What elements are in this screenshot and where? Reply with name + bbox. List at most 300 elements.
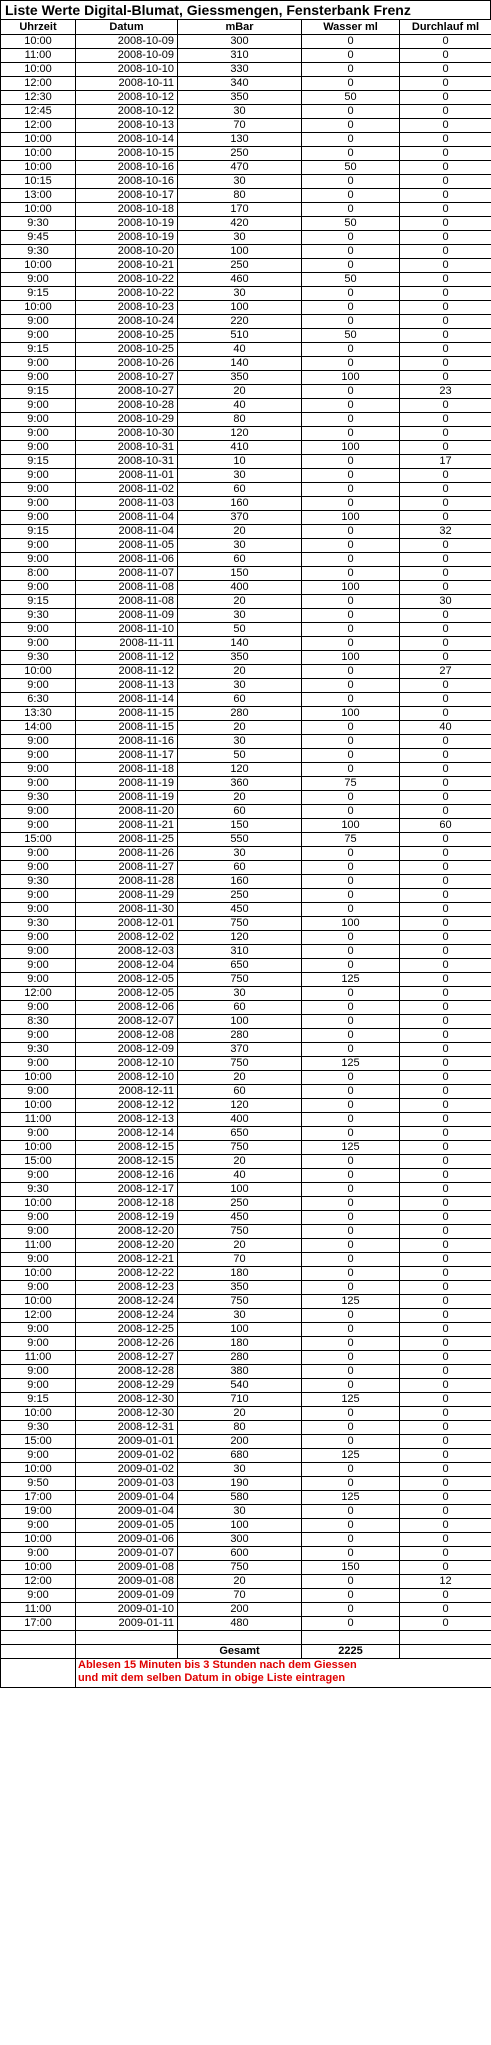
cell-datum: 2008-11-15 xyxy=(76,707,178,721)
cell-uhrzeit: 9:00 xyxy=(1,903,76,917)
cell-mbar: 10 xyxy=(178,455,302,469)
cell-datum: 2008-12-03 xyxy=(76,945,178,959)
cell-uhrzeit: 9:00 xyxy=(1,413,76,427)
cell-durchlauf: 0 xyxy=(400,1309,491,1323)
cell-uhrzeit: 12:00 xyxy=(1,1309,76,1323)
table-row xyxy=(1,497,491,511)
table-row xyxy=(1,525,491,539)
table-row xyxy=(1,1323,491,1337)
cell-durchlauf: 0 xyxy=(400,1043,491,1057)
cell-uhrzeit: 11:00 xyxy=(1,1113,76,1127)
table-row xyxy=(1,1617,491,1631)
cell-uhrzeit: 12:00 xyxy=(1,77,76,91)
cell-wasser: 0 xyxy=(302,1323,400,1337)
cell-durchlauf: 0 xyxy=(400,637,491,651)
cell-uhrzeit: 11:00 xyxy=(1,1239,76,1253)
cell-wasser: 0 xyxy=(302,847,400,861)
cell-wasser: 0 xyxy=(302,483,400,497)
cell-datum: 2008-12-15 xyxy=(76,1141,178,1155)
cell-wasser: 0 xyxy=(302,1575,400,1589)
cell-uhrzeit: 15:00 xyxy=(1,1435,76,1449)
cell-mbar: 30 xyxy=(178,231,302,245)
table-row xyxy=(1,1099,491,1113)
cell-mbar: 60 xyxy=(178,693,302,707)
table-row xyxy=(1,861,491,875)
cell-uhrzeit: 9:00 xyxy=(1,623,76,637)
cell-uhrzeit: 9:00 xyxy=(1,273,76,287)
cell-durchlauf: 0 xyxy=(400,553,491,567)
cell-datum: 2008-10-10 xyxy=(76,63,178,77)
total-value: 2225 xyxy=(302,1645,400,1659)
cell-durchlauf: 0 xyxy=(400,1267,491,1281)
cell-wasser: 0 xyxy=(302,1099,400,1113)
cell-mbar: 540 xyxy=(178,1379,302,1393)
cell-datum: 2008-10-18 xyxy=(76,203,178,217)
cell-mbar: 30 xyxy=(178,539,302,553)
cell-uhrzeit: 10:00 xyxy=(1,301,76,315)
cell-durchlauf: 0 xyxy=(400,1099,491,1113)
cell-uhrzeit: 9:00 xyxy=(1,1225,76,1239)
cell-datum: 2008-11-29 xyxy=(76,889,178,903)
cell-datum: 2008-11-08 xyxy=(76,581,178,595)
cell-mbar: 600 xyxy=(178,1547,302,1561)
cell-mbar: 30 xyxy=(178,105,302,119)
table-body xyxy=(1,35,491,1631)
cell-uhrzeit: 10:00 xyxy=(1,161,76,175)
cell-durchlauf: 0 xyxy=(400,1253,491,1267)
cell-uhrzeit: 10:00 xyxy=(1,1141,76,1155)
cell-uhrzeit: 10:00 xyxy=(1,63,76,77)
cell-durchlauf: 0 xyxy=(400,623,491,637)
cell-durchlauf: 0 xyxy=(400,315,491,329)
table-row xyxy=(1,203,491,217)
cell-uhrzeit: 9:30 xyxy=(1,791,76,805)
cell-durchlauf: 0 xyxy=(400,1323,491,1337)
cell-durchlauf: 0 xyxy=(400,1435,491,1449)
cell-durchlauf: 60 xyxy=(400,819,491,833)
cell-uhrzeit: 6:30 xyxy=(1,693,76,707)
cell-datum: 2008-10-19 xyxy=(76,231,178,245)
cell-mbar: 400 xyxy=(178,581,302,595)
cell-wasser: 100 xyxy=(302,441,400,455)
blank-cell xyxy=(302,1631,400,1645)
cell-datum: 2008-10-28 xyxy=(76,399,178,413)
table-row xyxy=(1,119,491,133)
table-row xyxy=(1,1267,491,1281)
cell-datum: 2008-11-20 xyxy=(76,805,178,819)
cell-wasser: 0 xyxy=(302,497,400,511)
table-row xyxy=(1,399,491,413)
cell-durchlauf: 0 xyxy=(400,1295,491,1309)
cell-durchlauf: 0 xyxy=(400,1589,491,1603)
blank-cell xyxy=(400,1645,491,1659)
cell-wasser: 0 xyxy=(302,595,400,609)
cell-wasser: 75 xyxy=(302,833,400,847)
cell-mbar: 350 xyxy=(178,1281,302,1295)
cell-durchlauf: 23 xyxy=(400,385,491,399)
cell-mbar: 40 xyxy=(178,1169,302,1183)
table-row xyxy=(1,441,491,455)
cell-datum: 2008-12-17 xyxy=(76,1183,178,1197)
cell-wasser: 0 xyxy=(302,1253,400,1267)
cell-uhrzeit: 9:00 xyxy=(1,497,76,511)
cell-durchlauf: 0 xyxy=(400,49,491,63)
cell-uhrzeit: 9:30 xyxy=(1,1043,76,1057)
cell-durchlauf: 0 xyxy=(400,427,491,441)
cell-datum: 2009-01-04 xyxy=(76,1505,178,1519)
cell-durchlauf: 0 xyxy=(400,1463,491,1477)
cell-uhrzeit: 9:00 xyxy=(1,315,76,329)
cell-mbar: 20 xyxy=(178,1071,302,1085)
table-row xyxy=(1,931,491,945)
cell-wasser: 75 xyxy=(302,777,400,791)
cell-durchlauf: 0 xyxy=(400,259,491,273)
table-row xyxy=(1,679,491,693)
cell-mbar: 370 xyxy=(178,1043,302,1057)
cell-durchlauf: 0 xyxy=(400,917,491,931)
cell-mbar: 280 xyxy=(178,707,302,721)
cell-datum: 2008-12-06 xyxy=(76,1001,178,1015)
table-row xyxy=(1,945,491,959)
cell-wasser: 125 xyxy=(302,1057,400,1071)
cell-mbar: 480 xyxy=(178,1617,302,1631)
cell-datum: 2008-11-12 xyxy=(76,651,178,665)
cell-datum: 2008-12-10 xyxy=(76,1071,178,1085)
col-header-uhrzeit: Uhrzeit xyxy=(1,20,76,35)
cell-wasser: 0 xyxy=(302,903,400,917)
cell-uhrzeit: 9:15 xyxy=(1,343,76,357)
table-row xyxy=(1,147,491,161)
cell-uhrzeit: 10:00 xyxy=(1,1463,76,1477)
cell-uhrzeit: 9:30 xyxy=(1,1421,76,1435)
cell-wasser: 0 xyxy=(302,1421,400,1435)
cell-mbar: 340 xyxy=(178,77,302,91)
table-row xyxy=(1,231,491,245)
cell-durchlauf: 0 xyxy=(400,1169,491,1183)
cell-mbar: 30 xyxy=(178,609,302,623)
cell-datum: 2008-10-30 xyxy=(76,427,178,441)
cell-wasser: 0 xyxy=(302,1267,400,1281)
cell-uhrzeit: 9:30 xyxy=(1,651,76,665)
table-row xyxy=(1,91,491,105)
cell-wasser: 0 xyxy=(302,49,400,63)
cell-datum: 2008-12-12 xyxy=(76,1099,178,1113)
cell-mbar: 330 xyxy=(178,63,302,77)
cell-datum: 2008-11-21 xyxy=(76,819,178,833)
cell-mbar: 70 xyxy=(178,1589,302,1603)
cell-wasser: 0 xyxy=(302,1029,400,1043)
cell-datum: 2008-10-14 xyxy=(76,133,178,147)
cell-wasser: 0 xyxy=(302,1309,400,1323)
cell-uhrzeit: 10:00 xyxy=(1,147,76,161)
cell-datum: 2008-12-02 xyxy=(76,931,178,945)
cell-datum: 2008-12-19 xyxy=(76,1211,178,1225)
cell-wasser: 0 xyxy=(302,119,400,133)
cell-datum: 2009-01-06 xyxy=(76,1533,178,1547)
cell-wasser: 0 xyxy=(302,931,400,945)
cell-uhrzeit: 9:00 xyxy=(1,399,76,413)
cell-mbar: 100 xyxy=(178,245,302,259)
cell-durchlauf: 0 xyxy=(400,1449,491,1463)
cell-uhrzeit: 9:00 xyxy=(1,553,76,567)
cell-mbar: 750 xyxy=(178,973,302,987)
cell-mbar: 450 xyxy=(178,903,302,917)
table-row xyxy=(1,539,491,553)
table-row xyxy=(1,819,491,833)
cell-mbar: 180 xyxy=(178,1267,302,1281)
cell-datum: 2008-10-21 xyxy=(76,259,178,273)
cell-mbar: 30 xyxy=(178,175,302,189)
cell-durchlauf: 0 xyxy=(400,441,491,455)
cell-durchlauf: 0 xyxy=(400,1603,491,1617)
cell-wasser: 0 xyxy=(302,175,400,189)
cell-mbar: 370 xyxy=(178,511,302,525)
cell-wasser: 50 xyxy=(302,161,400,175)
cell-mbar: 120 xyxy=(178,763,302,777)
cell-uhrzeit: 13:30 xyxy=(1,707,76,721)
cell-mbar: 80 xyxy=(178,1421,302,1435)
cell-uhrzeit: 9:30 xyxy=(1,245,76,259)
cell-wasser: 0 xyxy=(302,1239,400,1253)
cell-uhrzeit: 9:30 xyxy=(1,1183,76,1197)
cell-wasser: 0 xyxy=(302,343,400,357)
cell-durchlauf: 0 xyxy=(400,371,491,385)
cell-mbar: 100 xyxy=(178,1519,302,1533)
cell-durchlauf: 0 xyxy=(400,847,491,861)
cell-mbar: 60 xyxy=(178,1001,302,1015)
cell-datum: 2008-10-27 xyxy=(76,385,178,399)
cell-datum: 2008-12-05 xyxy=(76,987,178,1001)
cell-datum: 2008-12-01 xyxy=(76,917,178,931)
cell-wasser: 0 xyxy=(302,553,400,567)
data-table xyxy=(0,19,491,1688)
cell-durchlauf: 40 xyxy=(400,721,491,735)
cell-durchlauf: 0 xyxy=(400,1001,491,1015)
cell-uhrzeit: 11:00 xyxy=(1,49,76,63)
table-row xyxy=(1,973,491,987)
cell-wasser: 0 xyxy=(302,315,400,329)
cell-datum: 2008-11-09 xyxy=(76,609,178,623)
cell-uhrzeit: 10:00 xyxy=(1,259,76,273)
cell-wasser: 50 xyxy=(302,329,400,343)
cell-durchlauf: 32 xyxy=(400,525,491,539)
cell-durchlauf: 0 xyxy=(400,889,491,903)
total-row xyxy=(1,1645,491,1659)
cell-datum: 2008-10-13 xyxy=(76,119,178,133)
cell-datum: 2008-11-19 xyxy=(76,791,178,805)
table-row xyxy=(1,161,491,175)
cell-durchlauf: 0 xyxy=(400,791,491,805)
cell-uhrzeit: 12:00 xyxy=(1,1575,76,1589)
cell-datum: 2008-11-30 xyxy=(76,903,178,917)
cell-uhrzeit: 10:00 xyxy=(1,1071,76,1085)
cell-mbar: 280 xyxy=(178,1351,302,1365)
cell-uhrzeit: 17:00 xyxy=(1,1491,76,1505)
cell-durchlauf: 0 xyxy=(400,651,491,665)
cell-mbar: 30 xyxy=(178,847,302,861)
cell-wasser: 0 xyxy=(302,1183,400,1197)
cell-datum: 2008-11-26 xyxy=(76,847,178,861)
cell-datum: 2008-12-18 xyxy=(76,1197,178,1211)
cell-mbar: 30 xyxy=(178,287,302,301)
cell-uhrzeit: 9:00 xyxy=(1,973,76,987)
cell-durchlauf: 0 xyxy=(400,1617,491,1631)
cell-uhrzeit: 8:00 xyxy=(1,567,76,581)
cell-mbar: 20 xyxy=(178,665,302,679)
cell-wasser: 100 xyxy=(302,707,400,721)
table-row xyxy=(1,105,491,119)
cell-uhrzeit: 10:00 xyxy=(1,203,76,217)
cell-durchlauf: 0 xyxy=(400,931,491,945)
cell-datum: 2008-10-27 xyxy=(76,371,178,385)
cell-mbar: 20 xyxy=(178,721,302,735)
blank-cell xyxy=(76,1631,178,1645)
cell-wasser: 0 xyxy=(302,1337,400,1351)
table-row xyxy=(1,959,491,973)
cell-wasser: 0 xyxy=(302,413,400,427)
cell-uhrzeit: 9:00 xyxy=(1,679,76,693)
table-row xyxy=(1,287,491,301)
cell-mbar: 280 xyxy=(178,1029,302,1043)
cell-mbar: 50 xyxy=(178,623,302,637)
note-row xyxy=(1,1659,491,1688)
table-row xyxy=(1,1337,491,1351)
cell-uhrzeit: 12:00 xyxy=(1,987,76,1001)
cell-uhrzeit: 9:00 xyxy=(1,1547,76,1561)
cell-mbar: 170 xyxy=(178,203,302,217)
cell-datum: 2008-10-31 xyxy=(76,441,178,455)
cell-mbar: 40 xyxy=(178,343,302,357)
table-row xyxy=(1,749,491,763)
cell-uhrzeit: 11:00 xyxy=(1,1351,76,1365)
cell-wasser: 0 xyxy=(302,203,400,217)
cell-durchlauf: 0 xyxy=(400,1379,491,1393)
table-row xyxy=(1,665,491,679)
cell-datum: 2008-11-02 xyxy=(76,483,178,497)
cell-uhrzeit: 9:00 xyxy=(1,1085,76,1099)
cell-mbar: 750 xyxy=(178,1295,302,1309)
cell-durchlauf: 0 xyxy=(400,1197,491,1211)
cell-wasser: 0 xyxy=(302,245,400,259)
cell-durchlauf: 0 xyxy=(400,735,491,749)
cell-uhrzeit: 9:00 xyxy=(1,483,76,497)
cell-durchlauf: 0 xyxy=(400,133,491,147)
cell-wasser: 100 xyxy=(302,511,400,525)
cell-datum: 2008-11-16 xyxy=(76,735,178,749)
cell-datum: 2008-10-22 xyxy=(76,273,178,287)
blank-row xyxy=(1,1631,491,1645)
cell-durchlauf: 0 xyxy=(400,539,491,553)
cell-mbar: 140 xyxy=(178,357,302,371)
cell-wasser: 0 xyxy=(302,693,400,707)
cell-durchlauf: 12 xyxy=(400,1575,491,1589)
table-row xyxy=(1,1001,491,1015)
cell-durchlauf: 0 xyxy=(400,1519,491,1533)
cell-mbar: 20 xyxy=(178,1239,302,1253)
cell-datum: 2008-12-08 xyxy=(76,1029,178,1043)
cell-wasser: 100 xyxy=(302,581,400,595)
cell-durchlauf: 0 xyxy=(400,1533,491,1547)
table-row xyxy=(1,1015,491,1029)
cell-wasser: 0 xyxy=(302,1043,400,1057)
cell-datum: 2009-01-09 xyxy=(76,1589,178,1603)
cell-datum: 2008-12-31 xyxy=(76,1421,178,1435)
table-row xyxy=(1,385,491,399)
cell-uhrzeit: 9:00 xyxy=(1,1449,76,1463)
cell-wasser: 50 xyxy=(302,217,400,231)
cell-wasser: 0 xyxy=(302,287,400,301)
table-row xyxy=(1,259,491,273)
cell-uhrzeit: 9:00 xyxy=(1,1211,76,1225)
cell-uhrzeit: 9:00 xyxy=(1,1379,76,1393)
table-row xyxy=(1,987,491,1001)
cell-datum: 2008-11-18 xyxy=(76,763,178,777)
cell-durchlauf: 0 xyxy=(400,833,491,847)
cell-wasser: 0 xyxy=(302,875,400,889)
cell-mbar: 750 xyxy=(178,1141,302,1155)
table-row xyxy=(1,49,491,63)
cell-datum: 2009-01-10 xyxy=(76,1603,178,1617)
table-row xyxy=(1,1519,491,1533)
cell-uhrzeit: 9:00 xyxy=(1,1337,76,1351)
cell-wasser: 0 xyxy=(302,1155,400,1169)
cell-mbar: 30 xyxy=(178,735,302,749)
cell-uhrzeit: 9:00 xyxy=(1,581,76,595)
cell-uhrzeit: 10:00 xyxy=(1,1197,76,1211)
cell-wasser: 0 xyxy=(302,399,400,413)
cell-mbar: 150 xyxy=(178,567,302,581)
cell-durchlauf: 30 xyxy=(400,595,491,609)
cell-durchlauf: 0 xyxy=(400,245,491,259)
cell-durchlauf: 0 xyxy=(400,203,491,217)
cell-wasser: 125 xyxy=(302,1295,400,1309)
cell-mbar: 350 xyxy=(178,91,302,105)
cell-uhrzeit: 17:00 xyxy=(1,1617,76,1631)
table-row xyxy=(1,1477,491,1491)
cell-mbar: 750 xyxy=(178,1057,302,1071)
cell-durchlauf: 0 xyxy=(400,189,491,203)
cell-datum: 2009-01-02 xyxy=(76,1449,178,1463)
cell-durchlauf: 0 xyxy=(400,1071,491,1085)
cell-wasser: 0 xyxy=(302,1127,400,1141)
blank-cell xyxy=(1,1631,76,1645)
cell-wasser: 0 xyxy=(302,1505,400,1519)
cell-mbar: 680 xyxy=(178,1449,302,1463)
table-row xyxy=(1,1561,491,1575)
cell-mbar: 380 xyxy=(178,1365,302,1379)
cell-datum: 2008-12-30 xyxy=(76,1393,178,1407)
cell-uhrzeit: 9:00 xyxy=(1,1001,76,1015)
cell-durchlauf: 0 xyxy=(400,161,491,175)
cell-durchlauf: 0 xyxy=(400,413,491,427)
cell-datum: 2008-11-05 xyxy=(76,539,178,553)
table-row xyxy=(1,847,491,861)
cell-mbar: 220 xyxy=(178,315,302,329)
cell-datum: 2008-11-19 xyxy=(76,777,178,791)
cell-wasser: 0 xyxy=(302,133,400,147)
cell-durchlauf: 0 xyxy=(400,1085,491,1099)
table-row xyxy=(1,1057,491,1071)
table-row xyxy=(1,1211,491,1225)
blank-cell xyxy=(76,1645,178,1659)
cell-mbar: 20 xyxy=(178,1575,302,1589)
cell-uhrzeit: 9:00 xyxy=(1,819,76,833)
cell-mbar: 200 xyxy=(178,1603,302,1617)
cell-wasser: 0 xyxy=(302,609,400,623)
cell-uhrzeit: 8:30 xyxy=(1,1015,76,1029)
cell-wasser: 125 xyxy=(302,1141,400,1155)
cell-datum: 2008-12-30 xyxy=(76,1407,178,1421)
